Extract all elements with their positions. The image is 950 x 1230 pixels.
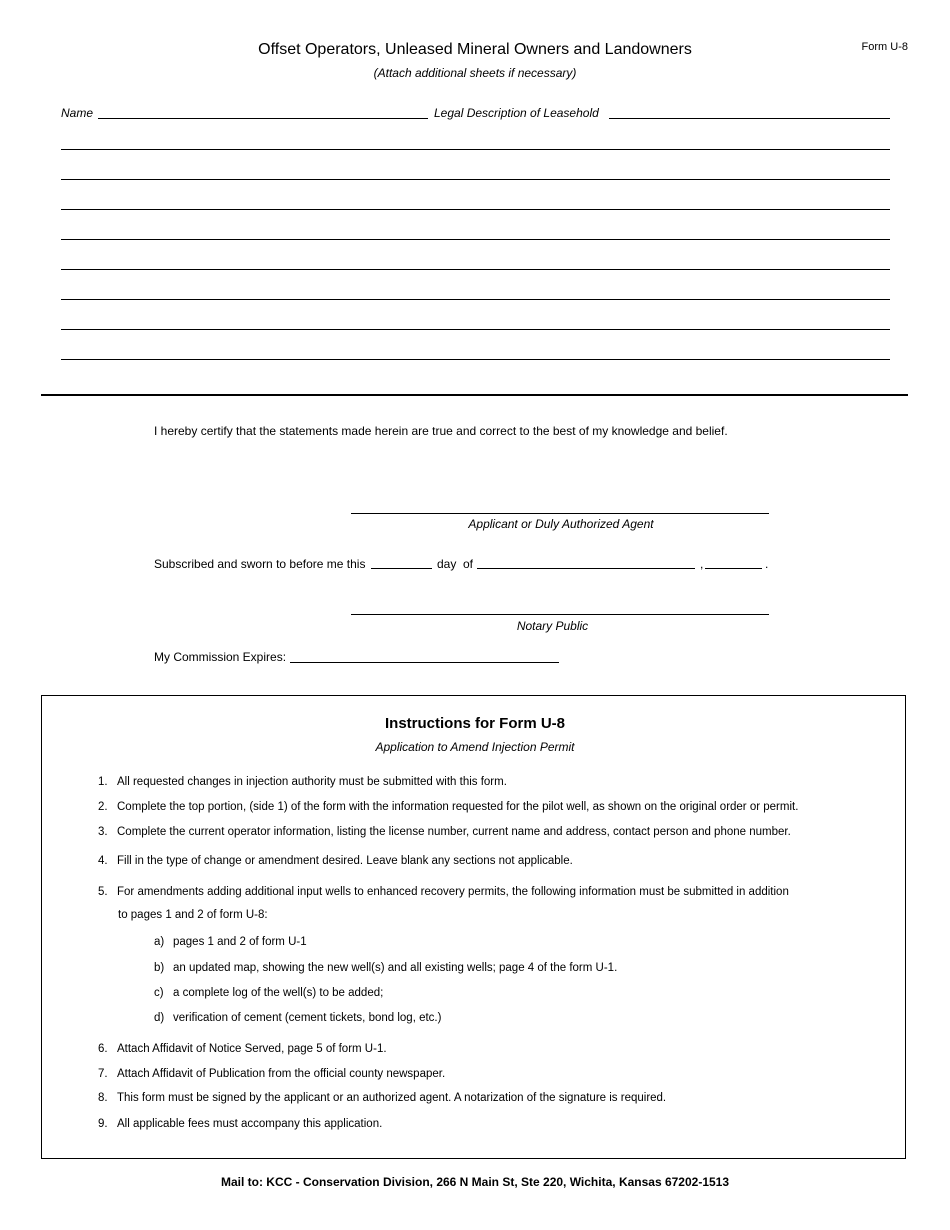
applicant-signature-label: Applicant or Duly Authorized Agent (468, 517, 654, 531)
instruction-item (98, 1092, 666, 1104)
instruction-item (98, 1118, 382, 1130)
applicant-signature-line[interactable] (351, 513, 769, 514)
subitem-letter: d) (154, 1012, 165, 1024)
subitem-text: an updated map, showing the new well(s) and all existing wells; page 4 of the form U-1. (173, 962, 618, 974)
instruction-text-continued: to pages 1 and 2 of form U-8: (118, 909, 268, 921)
subitem-letter: c) (154, 987, 164, 999)
instruction-number: 3. (98, 826, 108, 838)
notary-public-label: Notary Public (516, 619, 589, 633)
instruction-subitem (154, 962, 617, 974)
instruction-item (98, 1068, 445, 1080)
owner-entry-line[interactable] (61, 359, 890, 360)
subitem-letter: a) (154, 936, 165, 948)
subitem-text: pages 1 and 2 of form U-1 (173, 936, 307, 948)
instruction-item (98, 801, 798, 813)
instruction-text: For amendments adding additional input wells to enhanced recovery permits, the following information must be submitted in addition (117, 886, 789, 898)
instruction-text: Complete the top portion, (side 1) of the form with the information requested for the pilot well, as shown on the original order or permit. (117, 801, 799, 813)
comma: , (700, 557, 704, 571)
instruction-number: 8. (98, 1092, 108, 1104)
page-title: Offset Operators, Unleased Mineral Owners and Landowners (258, 41, 692, 58)
instruction-item (98, 855, 573, 867)
instruction-text: Complete the current operator information, listing the license number, current name and address, contact person and phone number. (117, 826, 791, 838)
instruction-number: 2. (98, 801, 108, 813)
owner-entry-line[interactable] (61, 239, 890, 240)
sworn-year-field[interactable] (705, 568, 762, 569)
page-subtitle: (Attach additional sheets if necessary) (373, 66, 577, 80)
owner-entry-line[interactable] (61, 299, 890, 300)
mail-to-address: Mail to: KCC - Conservation Division, 266 N Main St, Ste 220, Wichita, Kansas 67202-1513 (220, 1175, 730, 1189)
owner-entry-line[interactable] (61, 269, 890, 270)
owner-entry-line[interactable] (61, 329, 890, 330)
instruction-number: 5. (98, 886, 108, 898)
instruction-text: Attach Affidavit of Publication from the official county newspaper. (117, 1068, 446, 1080)
name-label: Name (61, 106, 94, 120)
instructions-subtitle: Application to Amend Injection Permit (375, 740, 575, 754)
period: . (765, 557, 769, 571)
instructions-box (41, 695, 906, 1159)
notary-signature-line[interactable] (351, 614, 769, 615)
instruction-number: 6. (98, 1043, 108, 1055)
section-divider (41, 394, 908, 396)
subitem-text: verification of cement (cement tickets, bond log, etc.) (173, 1012, 442, 1024)
day-label: day (437, 557, 457, 571)
instruction-item (98, 886, 789, 898)
instruction-text: All requested changes in injection authority must be submitted with this form. (117, 776, 507, 788)
commission-expires-label: My Commission Expires: (154, 650, 287, 664)
commission-expires-field[interactable] (290, 662, 559, 663)
instruction-number: 7. (98, 1068, 108, 1080)
form-id: Form U-8 (861, 41, 908, 53)
instruction-text: Attach Affidavit of Notice Served, page 5 of form U-1. (117, 1043, 387, 1055)
subitem-text: a complete log of the well(s) to be added; (173, 987, 384, 999)
instruction-text: All applicable fees must accompany this application. (117, 1118, 383, 1130)
instruction-item (98, 1043, 387, 1055)
certification-statement: I hereby certify that the statements made herein are true and correct to the best of my knowledge and belief. (154, 424, 728, 438)
of-label: of (463, 557, 474, 571)
instruction-item (98, 826, 791, 838)
legal-description-field[interactable] (609, 118, 890, 119)
subitem-letter: b) (154, 962, 165, 974)
instruction-subitem (154, 987, 383, 999)
owner-entry-line[interactable] (61, 179, 890, 180)
sworn-day-field[interactable] (371, 568, 432, 569)
sworn-text: Subscribed and sworn to before me this (154, 557, 366, 571)
instructions-title: Instructions for Form U-8 (384, 715, 565, 732)
instruction-number: 4. (98, 855, 108, 867)
instruction-text: Fill in the type of change or amendment desired. Leave blank any sections not applicable. (117, 855, 573, 867)
owner-entry-line[interactable] (61, 209, 890, 210)
instruction-item (98, 776, 507, 788)
instruction-subitem (154, 1012, 441, 1024)
sworn-month-field[interactable] (477, 568, 695, 569)
owner-entry-line[interactable] (61, 149, 890, 150)
name-field[interactable] (98, 118, 428, 119)
instruction-number: 9. (98, 1118, 108, 1130)
legal-description-label: Legal Description of Leasehold (434, 106, 599, 120)
instruction-text: This form must be signed by the applicant or an authorized agent. A notarization of the signature is required. (117, 1092, 667, 1104)
instruction-subitem (154, 936, 307, 948)
instruction-number: 1. (98, 776, 108, 788)
